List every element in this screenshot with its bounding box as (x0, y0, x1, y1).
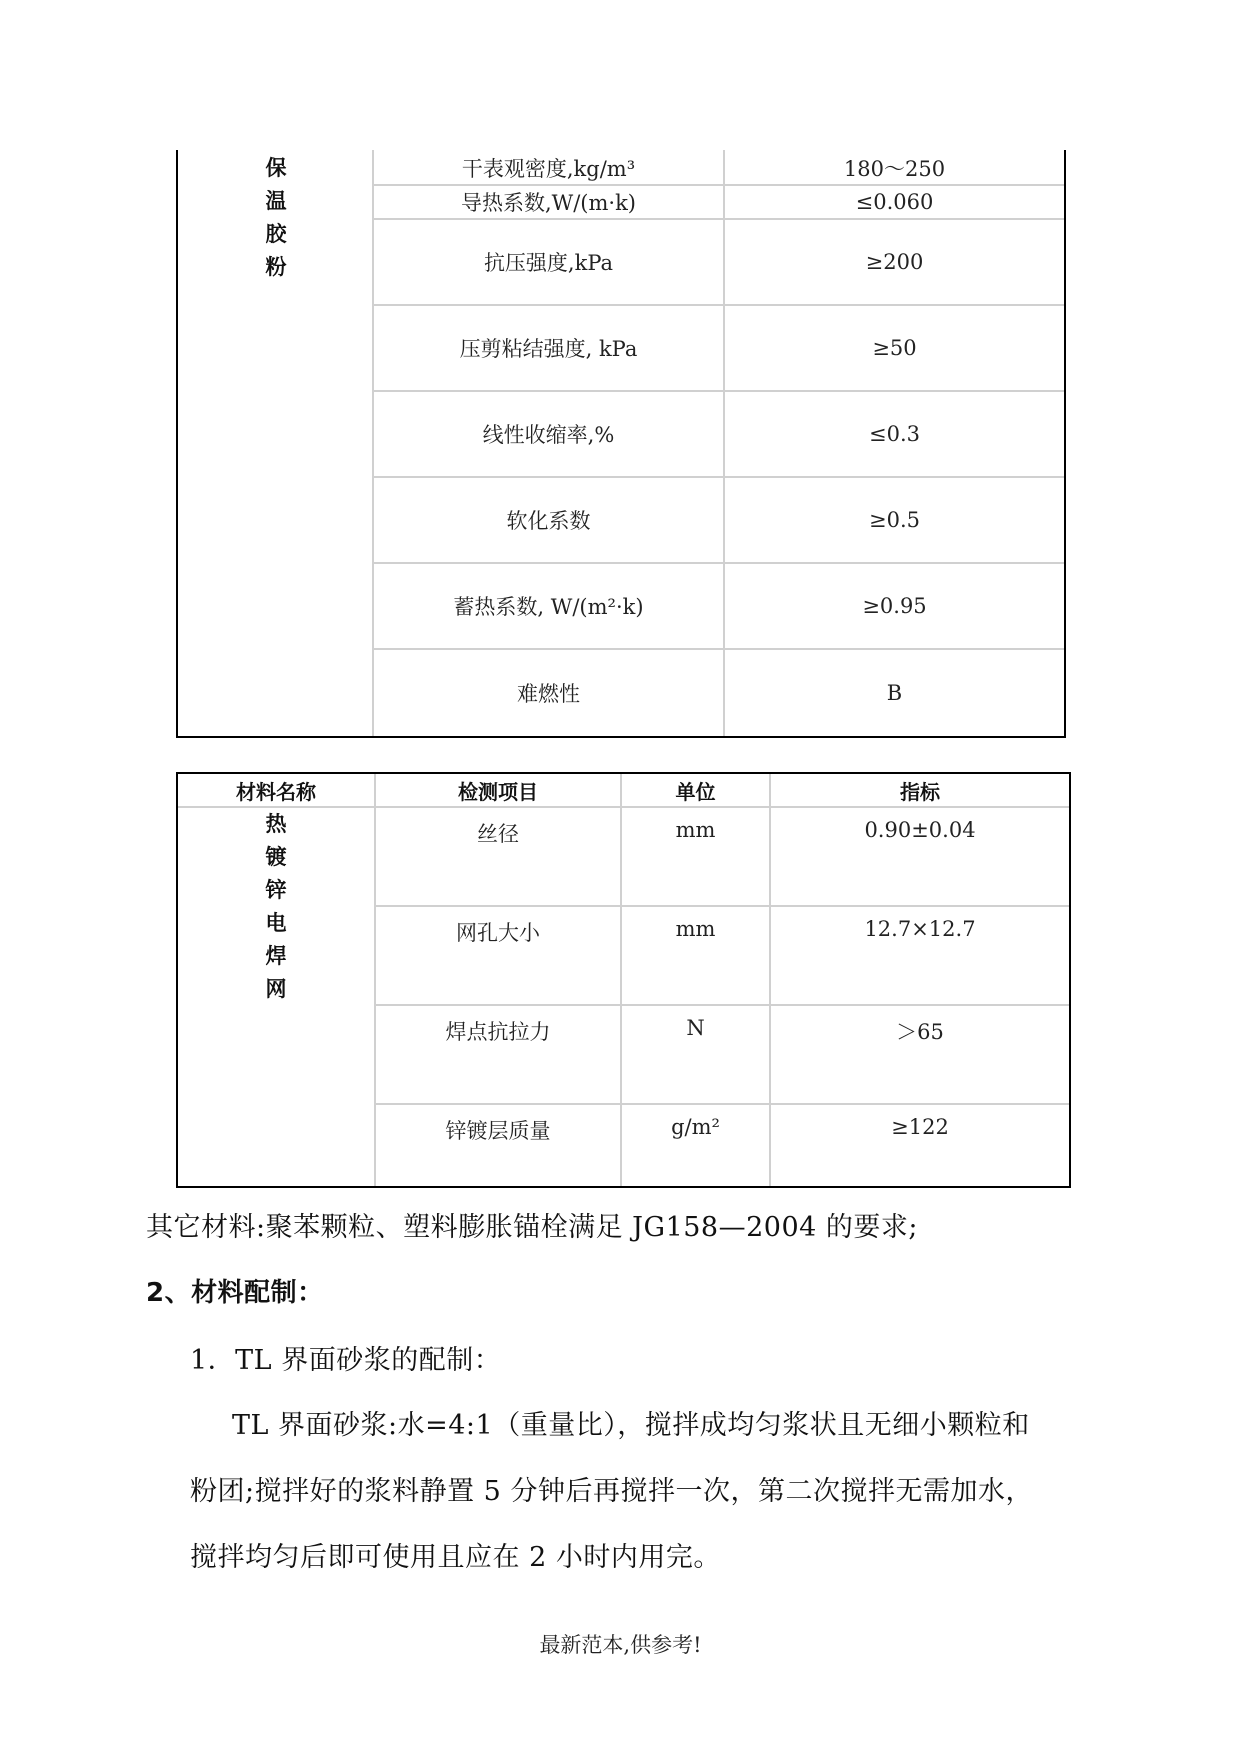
table2-material-name (256, 808, 296, 1006)
table1-value: B (886, 681, 903, 705)
table2-value: ≥122 (891, 1115, 949, 1139)
header-indicator: 指标 (900, 779, 940, 804)
table2-unit: N (686, 1016, 705, 1040)
section-heading: 2、材料配制： (146, 1278, 324, 1308)
header-unit: 单位 (675, 779, 716, 804)
table2-value: 12.7×12.7 (864, 917, 976, 941)
material-char: 热 (265, 812, 287, 836)
table2-item: 锌镀层质量 (445, 1119, 551, 1143)
table1-item: 软化系数 (506, 509, 591, 533)
table1-value: ≤0.3 (869, 422, 920, 446)
subsection-heading: 1．TL 界面砂浆的配制： (190, 1345, 502, 1376)
table1-value: ≥0.95 (862, 594, 927, 618)
table2-item: 网孔大小 (456, 921, 540, 945)
table2-value: 0.90±0.04 (864, 818, 976, 842)
material-char: 保 (265, 156, 287, 180)
table1-value: 180～250 (843, 157, 946, 181)
material-char: 镀 (265, 845, 287, 869)
other-materials-text: 其它材料:聚苯颗粒、塑料膨胀锚栓满足 JG158—2004 的要求; (146, 1212, 918, 1243)
material-char: 电 (265, 911, 287, 935)
table1-item: 抗压强度,kPa (483, 251, 614, 275)
table2-unit: g/m² (671, 1115, 720, 1139)
table1-value: ≥200 (865, 250, 924, 274)
table1-item: 压剪粘结强度, kPa (459, 337, 638, 361)
page-footer: 最新范本,供参考! (539, 1633, 702, 1657)
paragraph-line-2: 粉团;搅拌好的浆料静置 5 分钟后再搅拌一次，第二次搅拌无需加水， (190, 1476, 1033, 1507)
header-test-item: 检测项目 (458, 779, 538, 804)
paragraph-line-3: 搅拌均匀后即可使用且应在 2 小时内用完。 (190, 1542, 721, 1573)
table1-item: 干表观密度,kg/m³ (461, 157, 636, 181)
paragraph-line-1: TL 界面砂浆:水=4:1（重量比），搅拌成均匀浆状且无细小颗粒和 (232, 1410, 1030, 1441)
table1-value: ≥0.5 (869, 508, 920, 532)
table2-value: ＞65 (896, 1020, 944, 1044)
header-material-name: 材料名称 (236, 779, 316, 804)
material-char: 锌 (265, 878, 287, 902)
table1-material-name (256, 152, 296, 284)
material-char: 焊 (265, 944, 287, 968)
material-char: 温 (265, 189, 287, 213)
table1-item: 导热系数,W/(m·k) (460, 191, 637, 215)
table2-unit: mm (675, 818, 716, 842)
table1-item: 难燃性 (517, 682, 580, 706)
table2-unit: mm (675, 917, 716, 941)
table1-value: ≤0.060 (855, 190, 934, 214)
table1-item: 蓄热系数, W/(m²·k) (453, 595, 644, 619)
material-char: 网 (265, 977, 287, 1001)
material-char: 胶 (265, 222, 287, 246)
table1-item: 线性收缩率,% (482, 423, 615, 447)
table2-item: 焊点抗拉力 (445, 1020, 551, 1044)
material-char: 粉 (265, 255, 287, 279)
table1-value: ≥50 (872, 336, 917, 360)
table2-item: 丝径 (477, 822, 519, 846)
